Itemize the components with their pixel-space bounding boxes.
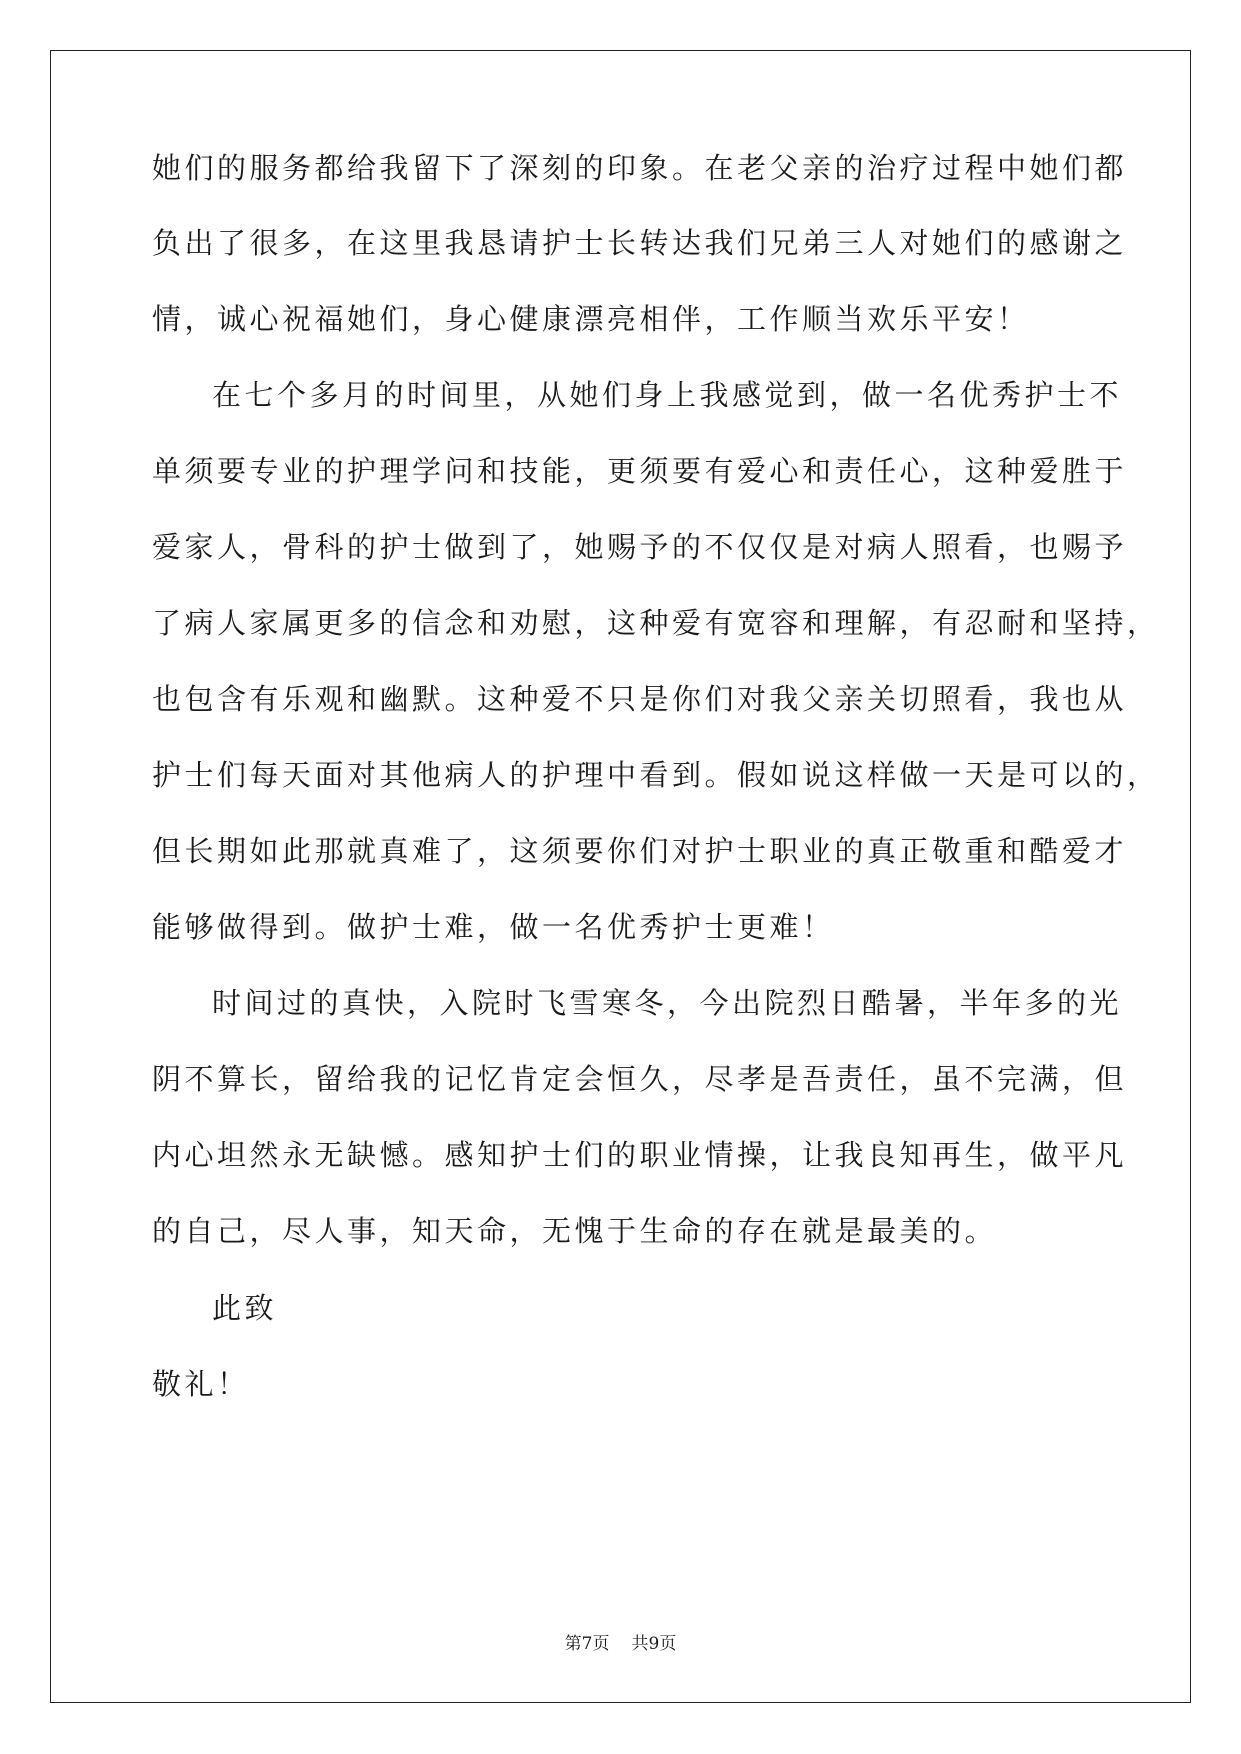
page-number: 第7页 xyxy=(564,1634,610,1654)
paragraph-start-line: 在七个多月的时间里，从她们身上我感觉到，做一名优秀护士不 xyxy=(212,378,1123,412)
page-border xyxy=(50,50,1191,1703)
page-total: 共9页 xyxy=(631,1634,677,1654)
text-line: 也包含有乐观和幽默。这种爱不只是你们对我父亲关切照看，我也从 xyxy=(152,682,1128,716)
paragraph-start-line: 时间过的真快，入院时飞雪寒冬，今出院烈日酷暑，半年多的光 xyxy=(212,986,1123,1020)
text-line: 的自己，尽人事，知天命，无愧于生命的存在就是最美的。 xyxy=(152,1214,998,1248)
text-line: 但长期如此那就真难了，这须要你们对护士职业的真正敬重和酷爱才 xyxy=(152,834,1128,868)
page-footer xyxy=(0,1632,1241,1656)
text-line: 爱家人，骨科的护士做到了，她赐予的不仅仅是对病人照看，也赐予 xyxy=(152,530,1128,564)
salutation-line: 敬礼！ xyxy=(152,1367,250,1401)
text-line: 内心坦然永无缺憾。感知护士们的职业情操，让我良知再生，做平凡 xyxy=(152,1138,1128,1172)
text-line: 单须要专业的护理学问和技能，更须要有爱心和责任心，这种爱胜于 xyxy=(152,454,1128,488)
text-line: 阴不算长，留给我的记忆肯定会恒久，尽孝是吾责任，虽不完满，但 xyxy=(152,1062,1128,1096)
text-line: 负出了很多，在这里我恳请护士长转达我们兄弟三人对她们的感谢之 xyxy=(152,226,1128,260)
text-line: 能够做得到。做护士难，做一名优秀护士更难！ xyxy=(152,910,835,944)
text-line: 她们的服务都给我留下了深刻的印象。在老父亲的治疗过程中她们都 xyxy=(152,151,1128,185)
text-line: 情，诚心祝福她们，身心健康漂亮相伴，工作顺当欢乐平安！ xyxy=(152,302,1030,336)
closing-line: 此致 xyxy=(212,1291,278,1325)
text-line: 护士们每天面对其他病人的护理中看到。假如说这样做一天是可以的， xyxy=(152,758,1160,792)
text-line: 了病人家属更多的信念和劝慰，这种爱有宽容和理解，有忍耐和坚持， xyxy=(152,606,1160,640)
